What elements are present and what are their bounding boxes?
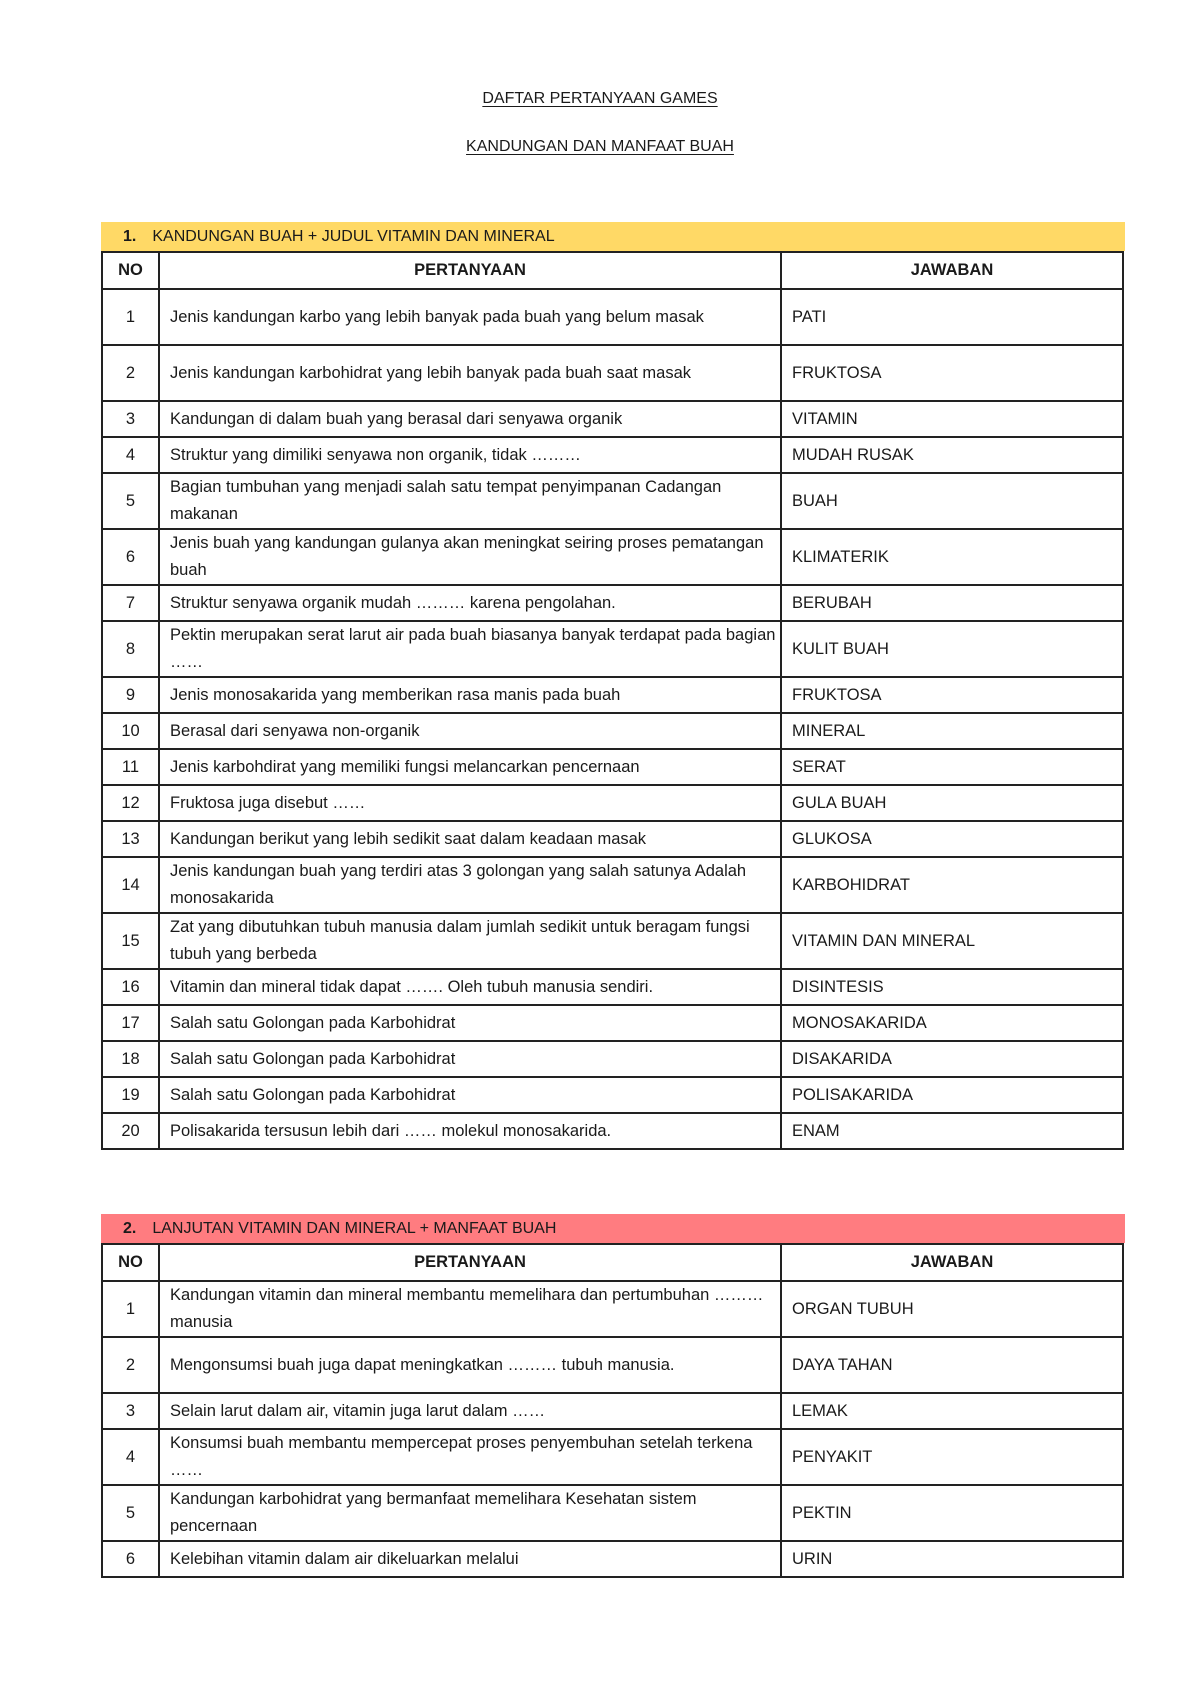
question-cell: Jenis monosakarida yang memberikan rasa manis pada buah [159,677,781,713]
answer-cell: PEKTIN [781,1485,1123,1541]
table-row [102,713,1123,749]
answer-cell: DISAKARIDA [781,1041,1123,1077]
row-number-cell: 4 [102,437,159,473]
question-cell: Salah satu Golongan pada Karbohidrat [159,1077,781,1113]
table-row [102,857,1123,913]
row-number-cell: 18 [102,1041,159,1077]
answer-cell: KULIT BUAH [781,621,1123,677]
question-cell: Fruktosa juga disebut …… [159,785,781,821]
row-number-cell: 10 [102,713,159,749]
table-header-row [102,252,1123,289]
row-number-cell: 11 [102,749,159,785]
table-row [102,621,1123,677]
column-header-no: NO [102,1244,159,1281]
row-number-cell: 1 [102,1281,159,1337]
row-number-cell: 3 [102,401,159,437]
table-row [102,437,1123,473]
answer-cell: FRUKTOSA [781,677,1123,713]
section-2-title: LANJUTAN VITAMIN DAN MINERAL + MANFAAT BUAH [152,1220,557,1237]
row-number-cell: 15 [102,913,159,969]
answer-cell: ENAM [781,1113,1123,1149]
question-cell: Jenis buah yang kandungan gulanya akan meningkat seiring proses pematangan buah [159,529,781,585]
row-number-cell: 3 [102,1393,159,1429]
table-row [102,585,1123,621]
question-cell: Berasal dari senyawa non-organik [159,713,781,749]
row-number-cell: 16 [102,969,159,1005]
answer-cell: KARBOHIDRAT [781,857,1123,913]
table-row [102,1541,1123,1577]
answer-cell: POLISAKARIDA [781,1077,1123,1113]
table-row [102,289,1123,345]
question-cell: Jenis kandungan buah yang terdiri atas 3 golongan yang salah satunya Adalah monosakarida [159,857,781,913]
section-2 [101,1214,1125,1578]
document-title: DAFTAR PERTANYAAN GAMES [482,90,718,107]
answer-cell: BUAH [781,473,1123,529]
table-row [102,529,1123,585]
document-subtitle: KANDUNGAN DAN MANFAAT BUAH [466,138,734,155]
section-1-table [101,251,1124,1150]
table-row [102,821,1123,857]
column-header-answer: JAWABAN [781,1244,1123,1281]
answer-cell: DISINTESIS [781,969,1123,1005]
question-cell: Selain larut dalam air, vitamin juga larut dalam …… [159,1393,781,1429]
table-row [102,1393,1123,1429]
row-number-cell: 5 [102,473,159,529]
answer-cell: VITAMIN DAN MINERAL [781,913,1123,969]
column-header-question: PERTANYAAN [159,1244,781,1281]
column-header-no: NO [102,252,159,289]
row-number-cell: 6 [102,529,159,585]
question-cell: Kandungan karbohidrat yang bermanfaat memelihara Kesehatan sistem pencernaan [159,1485,781,1541]
answer-cell: URIN [781,1541,1123,1577]
question-cell: Salah satu Golongan pada Karbohidrat [159,1005,781,1041]
table-row [102,785,1123,821]
question-cell: Jenis kandungan karbo yang lebih banyak pada buah yang belum masak [159,289,781,345]
table-row [102,1337,1123,1393]
row-number-cell: 5 [102,1485,159,1541]
answer-cell: GULA BUAH [781,785,1123,821]
row-number-cell: 6 [102,1541,159,1577]
question-cell: Salah satu Golongan pada Karbohidrat [159,1041,781,1077]
section-2-header [101,1214,1125,1243]
question-cell: Struktur senyawa organik mudah ……… karena pengolahan. [159,585,781,621]
answer-cell: DAYA TAHAN [781,1337,1123,1393]
answer-cell: BERUBAH [781,585,1123,621]
row-number-cell: 20 [102,1113,159,1149]
answer-cell: MUDAH RUSAK [781,437,1123,473]
answer-cell: LEMAK [781,1393,1123,1429]
table-row [102,913,1123,969]
section-1-header [101,222,1125,251]
question-cell: Pektin merupakan serat larut air pada buah biasanya banyak terdapat pada bagian …… [159,621,781,677]
row-number-cell: 17 [102,1005,159,1041]
row-number-cell: 2 [102,345,159,401]
table-row [102,345,1123,401]
table-row [102,969,1123,1005]
question-cell: Jenis karbohdirat yang memiliki fungsi melancarkan pencernaan [159,749,781,785]
row-number-cell: 7 [102,585,159,621]
answer-cell: MONOSAKARIDA [781,1005,1123,1041]
question-cell: Mengonsumsi buah juga dapat meningkatkan ……… tubuh manusia. [159,1337,781,1393]
question-cell: Kandungan berikut yang lebih sedikit saat dalam keadaan masak [159,821,781,857]
section-1-number: 1. [123,228,137,245]
row-number-cell: 9 [102,677,159,713]
answer-cell: ORGAN TUBUH [781,1281,1123,1337]
table-row [102,749,1123,785]
table-row [102,1281,1123,1337]
answer-cell: KLIMATERIK [781,529,1123,585]
section-1-title: KANDUNGAN BUAH + JUDUL VITAMIN DAN MINERAL [152,228,555,245]
row-number-cell: 1 [102,289,159,345]
table-row [102,1113,1123,1149]
question-cell: Polisakarida tersusun lebih dari …… molekul monosakarida. [159,1113,781,1149]
question-cell: Struktur yang dimiliki senyawa non organik, tidak ……… [159,437,781,473]
question-cell: Konsumsi buah membantu mempercepat proses penyembuhan setelah terkena …… [159,1429,781,1485]
answer-cell: PENYAKIT [781,1429,1123,1485]
row-number-cell: 13 [102,821,159,857]
row-number-cell: 19 [102,1077,159,1113]
row-number-cell: 14 [102,857,159,913]
table-row [102,1005,1123,1041]
question-cell: Kelebihan vitamin dalam air dikeluarkan melalui [159,1541,781,1577]
question-cell: Kandungan di dalam buah yang berasal dari senyawa organik [159,401,781,437]
answer-cell: PATI [781,289,1123,345]
question-cell: Jenis kandungan karbohidrat yang lebih banyak pada buah saat masak [159,345,781,401]
row-number-cell: 4 [102,1429,159,1485]
section-2-table [101,1243,1124,1578]
answer-cell: GLUKOSA [781,821,1123,857]
section-2-number: 2. [123,1220,137,1237]
table-header-row [102,1244,1123,1281]
answer-cell: MINERAL [781,713,1123,749]
row-number-cell: 12 [102,785,159,821]
section-1-rows [102,289,1123,1149]
question-cell: Vitamin dan mineral tidak dapat ……. Oleh tubuh manusia sendiri. [159,969,781,1005]
question-cell: Zat yang dibutuhkan tubuh manusia dalam jumlah sedikit untuk beragam fungsi tubuh yang berbeda [159,913,781,969]
table-row [102,1429,1123,1485]
answer-cell: FRUKTOSA [781,345,1123,401]
answer-cell: SERAT [781,749,1123,785]
question-cell: Kandungan vitamin dan mineral membantu memelihara dan pertumbuhan ……… manusia [159,1281,781,1337]
row-number-cell: 8 [102,621,159,677]
table-row [102,1485,1123,1541]
section-2-rows [102,1281,1123,1577]
table-row [102,1041,1123,1077]
answer-cell: VITAMIN [781,401,1123,437]
column-header-question: PERTANYAAN [159,252,781,289]
table-row [102,1077,1123,1113]
row-number-cell: 2 [102,1337,159,1393]
section-1 [101,222,1125,1150]
table-row [102,473,1123,529]
column-header-answer: JAWABAN [781,252,1123,289]
question-cell: Bagian tumbuhan yang menjadi salah satu tempat penyimpanan Cadangan makanan [159,473,781,529]
table-row [102,401,1123,437]
table-row [102,677,1123,713]
